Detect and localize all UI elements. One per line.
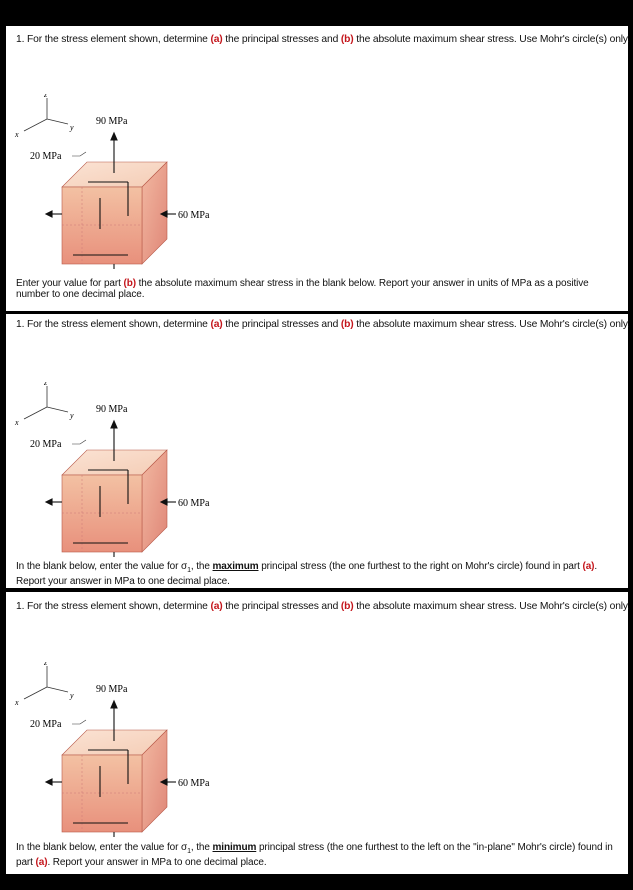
note-part-2: the absolute maximum shear stress in the blank below. Report your answer in units of MPa as a positive number to one decimal place. <box>16 278 589 300</box>
label-90-mpa: 90 MPa <box>96 404 128 415</box>
part-b-marker: (b) <box>340 34 354 45</box>
keyword-minimum: minimum <box>212 842 257 853</box>
axis-z-label: z <box>44 94 48 99</box>
problem-panel-2 <box>6 314 628 588</box>
axis-z-label: z <box>44 382 48 387</box>
instruction-text <box>16 278 616 300</box>
note-part-4: . Report your answer in MPa to one decimal place. <box>47 857 267 868</box>
axes-triad <box>24 386 68 419</box>
axis-x-label: x <box>15 130 19 139</box>
question-lead: 1. For the stress element shown, determine <box>16 601 211 612</box>
question-mid: the principal stresses and <box>222 34 341 45</box>
part-a-marker: (a) <box>582 561 595 572</box>
label-20-mpa: 20 MPa <box>30 439 62 450</box>
stress-cube <box>62 450 167 552</box>
stress-element-figure <box>10 382 250 562</box>
part-a-marker: (a) <box>210 34 223 45</box>
label-60-mpa: 60 MPa <box>178 778 210 789</box>
axis-y-label: y <box>70 123 74 132</box>
axis-y-label: y <box>70 411 74 420</box>
part-a-marker: (a) <box>210 601 223 612</box>
question-lead: 1. For the stress element shown, determine <box>16 319 211 330</box>
part-b-marker: (b) <box>340 601 354 612</box>
note-part-4: . Report your answer in MPa to one decimal place. <box>16 561 598 587</box>
part-a-marker: (a) <box>210 319 223 330</box>
axes-triad <box>24 98 68 131</box>
note-part-3: principal stress (the one furthest to the left on the "in-plane" Mohr's circle) found in part <box>16 842 613 868</box>
question-tail: the absolute maximum shear stress. Use Mohr's circle(s) only. <box>353 601 630 612</box>
axis-y-label: y <box>70 691 74 700</box>
label-90-mpa: 90 MPa <box>96 116 128 127</box>
instruction-text <box>16 561 616 587</box>
question-text <box>16 34 630 45</box>
note-part-3: principal stress (the one furthest to the right on Mohr's circle) found in part <box>258 561 583 572</box>
question-tail: the absolute maximum shear stress. Use Mohr's circle(s) only. <box>353 34 630 45</box>
part-a-marker: (a) <box>35 857 48 868</box>
part-b-marker: (b) <box>340 319 354 330</box>
label-60-mpa: 60 MPa <box>178 498 210 509</box>
sigma-subscript: 1 <box>187 848 191 855</box>
label-20-mpa: 20 MPa <box>30 151 62 162</box>
note-part-1: In the blank below, enter the value for σ <box>16 561 188 572</box>
instruction-text <box>16 842 616 868</box>
keyword-maximum: maximum <box>212 561 259 572</box>
question-mid: the principal stresses and <box>222 319 341 330</box>
axis-x-label: x <box>15 698 19 707</box>
note-part-1: In the blank below, enter the value for σ <box>16 842 188 853</box>
note-part-1: Enter your value for part <box>16 278 124 289</box>
sigma-subscript: 1 <box>187 567 191 574</box>
stress-element-figure <box>10 94 250 274</box>
label-20-mpa: 20 MPa <box>30 719 62 730</box>
question-text <box>16 601 630 612</box>
axis-x-label: x <box>15 418 19 427</box>
axis-z-label: z <box>44 662 48 667</box>
question-tail: the absolute maximum shear stress. Use Mohr's circle(s) only. <box>353 319 630 330</box>
part-b-marker: (b) <box>123 278 136 289</box>
stress-cube <box>62 730 167 832</box>
stress-cube <box>62 162 167 264</box>
label-90-mpa: 90 MPa <box>96 684 128 695</box>
axes-triad <box>24 666 68 699</box>
stress-element-figure <box>10 662 250 842</box>
note-part-2: , the <box>190 842 213 853</box>
question-lead: 1. For the stress element shown, determine <box>16 34 211 45</box>
note-part-2: , the <box>190 561 213 572</box>
label-60-mpa: 60 MPa <box>178 210 210 221</box>
problem-panel-3 <box>6 592 628 874</box>
problem-panel-1 <box>6 26 628 311</box>
question-text <box>16 319 630 330</box>
question-mid: the principal stresses and <box>222 601 341 612</box>
